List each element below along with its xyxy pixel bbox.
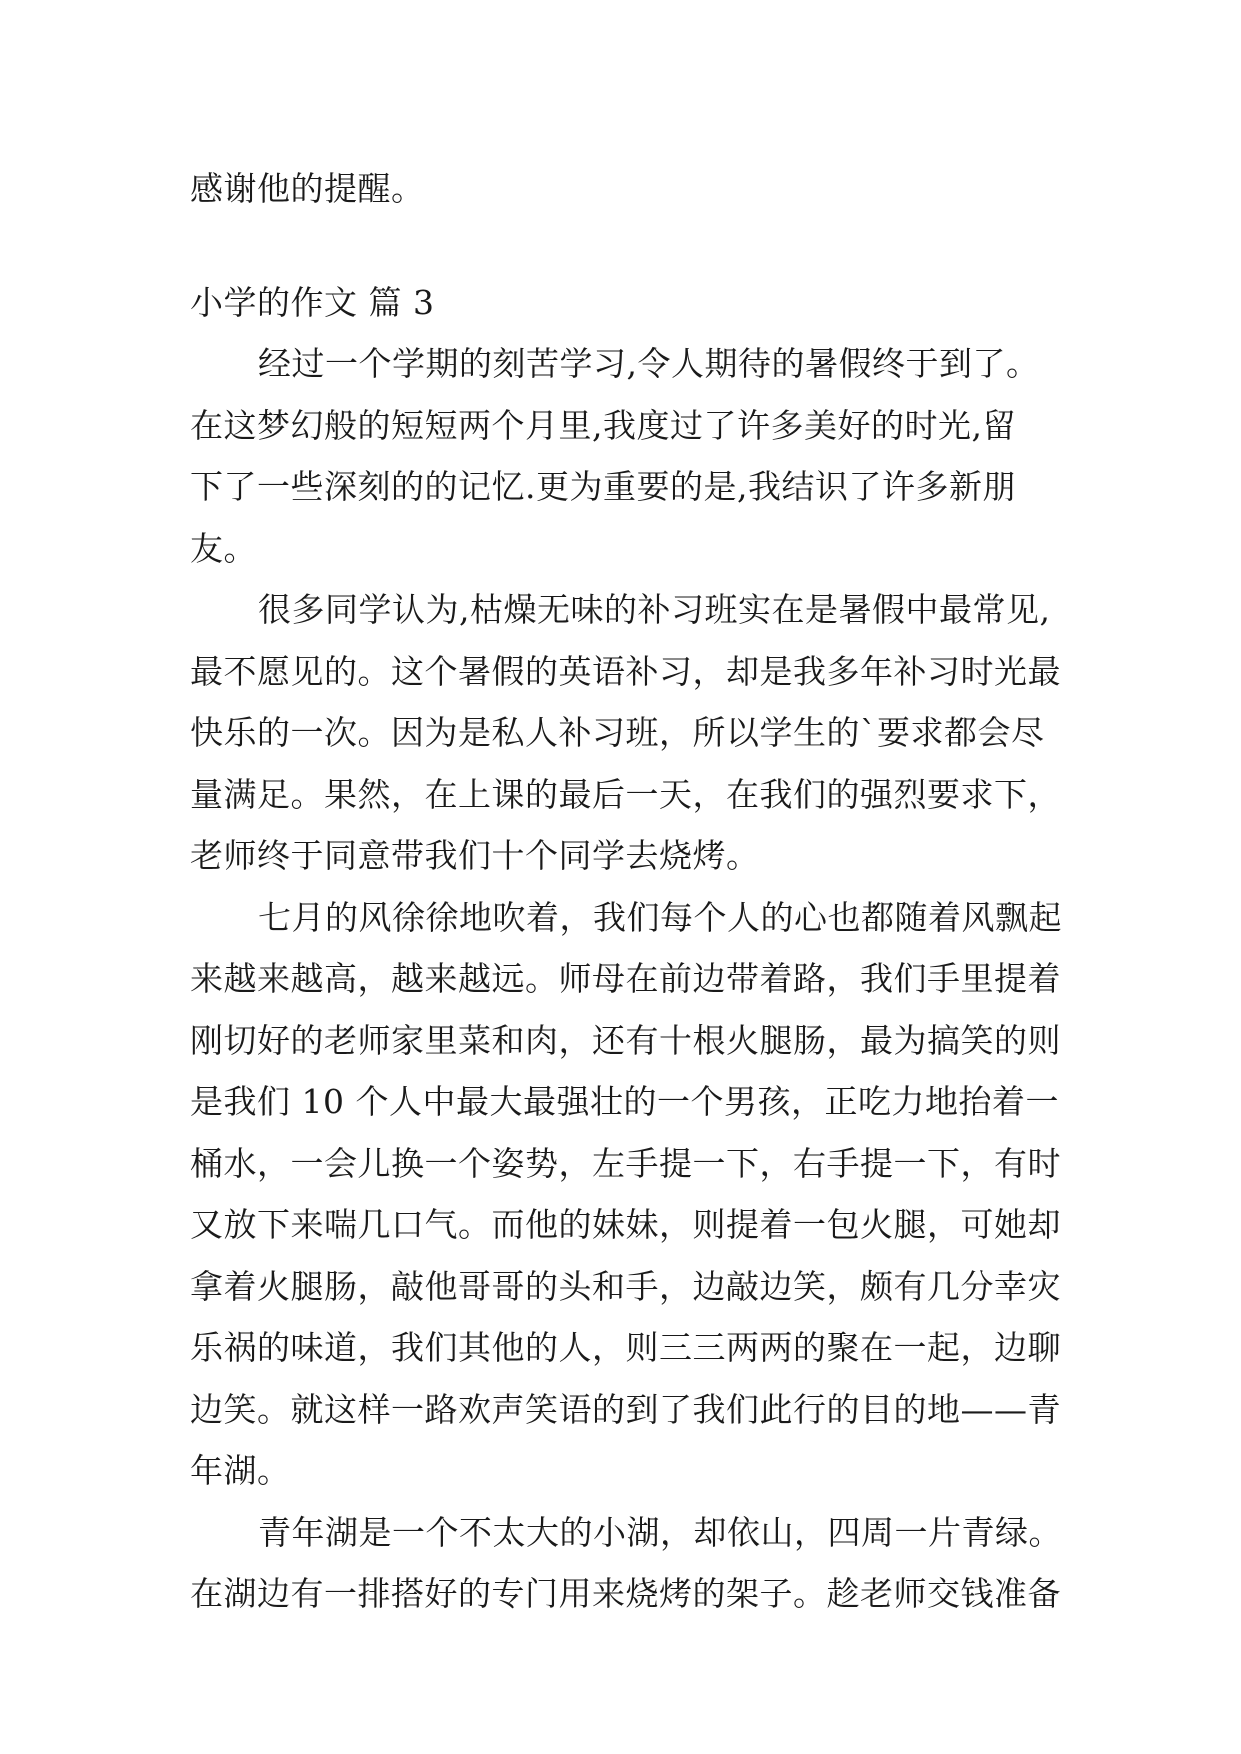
text-line: 七月的风徐徐地吹着，我们每个人的心也都随着风飘起: [258, 897, 1062, 937]
text-line: 桶水，一会儿换一个姿势，左手提一下，右手提一下，有时: [190, 1143, 1061, 1183]
text-line: 老师终于同意带我们十个同学去烧烤。: [190, 836, 760, 875]
text-line: 友。: [190, 528, 257, 568]
paragraph-3: [190, 887, 1070, 1502]
document-body: [190, 158, 1070, 1625]
text-line: 边笑。就这样一路欢声笑语的到了我们此行的目的地——青: [190, 1389, 1061, 1429]
section-title: 小学的作文 篇 3: [190, 282, 435, 322]
text-line: 经过一个学期的刻苦学习,令人期待的暑假终于到了。: [258, 344, 1040, 383]
intro-tail-line: 感谢他的提醒。: [190, 169, 425, 208]
text-line: 拿着火腿肠，敲他哥哥的头和手，边敲边笑，颇有几分幸灾: [190, 1266, 1061, 1306]
text-line: 乐祸的味道，我们其他的人，则三三两两的聚在一起，边聊: [190, 1328, 1061, 1367]
text-line: 很多同学认为,枯燥无味的补习班实在是暑假中最常见,: [258, 590, 1051, 629]
text-line: 下了一些深刻的的记忆.更为重要的是,我结识了许多新朋: [190, 467, 1016, 506]
paragraph-2: [190, 579, 1070, 887]
text-line: 青年湖是一个不太大的小湖，却依山，四周一片青绿。: [258, 1512, 1062, 1552]
text-line: 又放下来喘几口气。而他的妹妹，则提着一包火腿，可她却: [190, 1205, 1061, 1244]
text-line: 是我们 10 个人中最大最强壮的一个男孩，正吃力地抬着一: [190, 1082, 1059, 1121]
text-line: 刚切好的老师家里菜和肉，还有十根火腿肠，最为搞笑的则: [190, 1020, 1061, 1060]
text-line: 在湖边有一排搭好的专门用来烧烤的架子。趁老师交钱准备: [190, 1574, 1061, 1613]
text-line: 快乐的一次。因为是私人补习班，所以学生的`要求都会尽: [190, 713, 1045, 752]
text-line: 量满足。果然，在上课的最后一天，在我们的强烈要求下，: [190, 774, 1061, 814]
text-line: 来越来越高，越来越远。师母在前边带着路，我们手里提着: [190, 959, 1061, 998]
text-line: 年湖。: [190, 1451, 291, 1490]
text-line: 在这梦幻般的短短两个月里,我度过了许多美好的时光,留: [190, 405, 1016, 445]
text-line: 最不愿见的。这个暑假的英语补习，却是我多年补习时光最: [190, 651, 1061, 691]
paragraph-1: [190, 333, 1070, 579]
paragraph-4: [190, 1502, 1070, 1625]
